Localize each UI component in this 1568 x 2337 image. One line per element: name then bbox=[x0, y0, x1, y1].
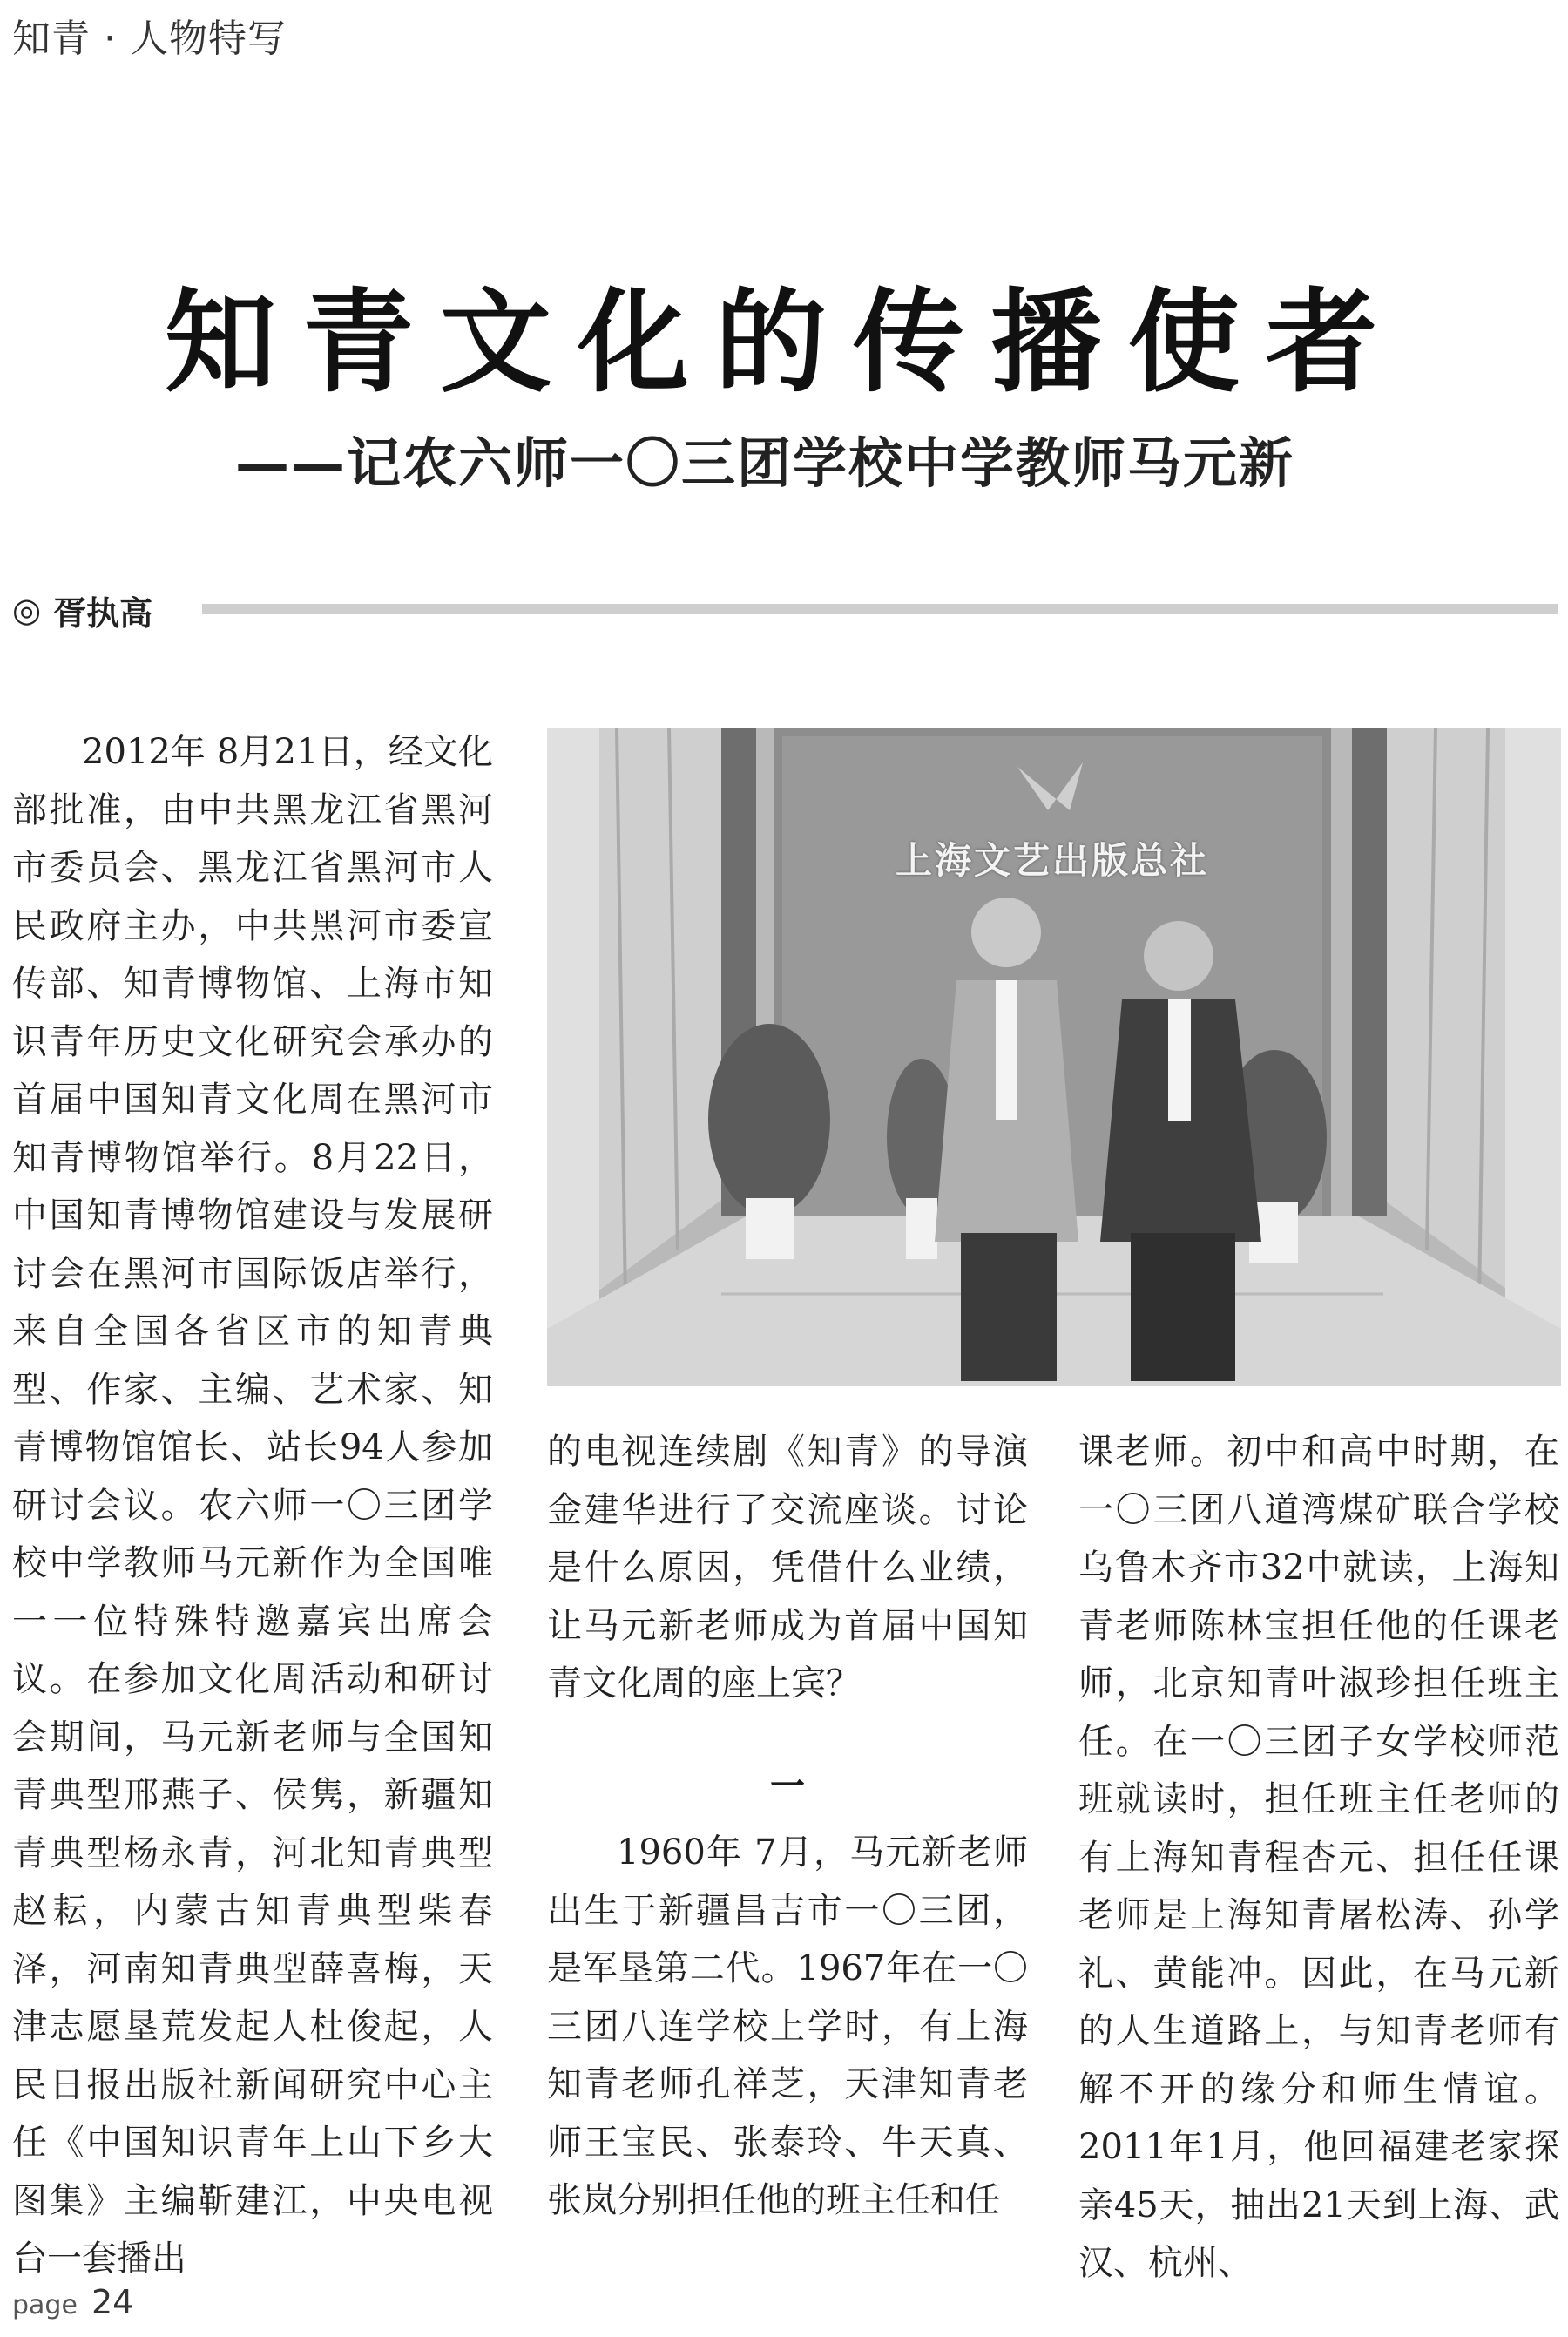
byline-rule bbox=[202, 604, 1558, 614]
body-column-2: 的电视连续剧《知青》的导演金建华进行了交流座谈。讨论是什么原因，凭借什么业绩，让马元新老师成为首届中国知青文化周的座上宾？ bbox=[547, 1432, 1028, 1704]
byline-mark: ◎ bbox=[12, 591, 42, 629]
page-footer bbox=[12, 2283, 133, 2321]
body-column-2-section: 1960年 7月，马元新老师出生于新疆昌吉市一〇三团，是军垦第二代。1967年在一〇三团八连学校上学时，有上海知青老师孔祥芝，天津知青老师王宝民、张泰玲、牛天真、张岚分别担任他的班主任和任 bbox=[547, 1832, 1028, 2220]
article-photo bbox=[547, 728, 1561, 1386]
article-subtitle: ——记农六师一〇三团学校中学教师马元新 bbox=[235, 431, 1295, 495]
photo-sign-text: 上海文艺出版总社 bbox=[895, 839, 1209, 882]
section-header-label: 知青 · 人物特写 bbox=[12, 17, 287, 61]
byline bbox=[12, 586, 152, 634]
photo-illustration bbox=[547, 728, 1561, 1386]
body-column-1: 2012年 8月21日，经文化部批准，由中共黑龙江省黑河市委员会、黑龙江省黑河市人民政府主办，中共黑河市委宣传部、知青博物馆、上海市知识青年历史文化研究会承办的首届中国知青文化周在黑河市知青博物馆举行。8月22日，中国知青博物馆建设与发展研讨会在黑河市国际饭店举行，来自全国各省区市的知青典型、作家、主编、艺术家、知青博物馆馆长、站长94人参加研讨会议。农六师一〇三团学校中学教师马元新作为全国唯一一位特殊特邀嘉宾出席会议。在参加文化周活动和研讨会期间，马元新老师与全国知青典型邢燕子、侯隽，新疆知青典型杨永青，河北知青典型赵耘，内蒙古知青典型柴春泽，河南知青典型薛喜梅，天津志愿垦荒发起人杜俊起，人民日报出版社新闻研究中心主任《中国知识青年上山下乡大图集》主编靳建江，中央电视台一套播出 bbox=[12, 732, 493, 2279]
page-number: 24 bbox=[91, 2283, 134, 2321]
author-name: 胥执高 bbox=[53, 593, 153, 633]
body-column-3: 课老师。初中和高中时期，在一〇三团八道湾煤矿联合学校乌鲁木齐市32中就读，上海知青老师陈林宝担任他的任课老师，北京知青叶淑珍担任班主任。在一〇三团子女学校师范班就读时，担任班主任老师的有上海知青程杏元、担任任课老师是上海知青屠松涛、孙学礼、黄能冲。因此，在马元新的人生道路上，与知青老师有解不开的缘分和师生情谊。2011年1月，他回福建老家探亲45天，抽出21天到上海、武汉、杭州、 bbox=[1078, 1432, 1559, 2283]
page-label: page bbox=[12, 2290, 78, 2320]
article-title: 知青文化的传播使者 bbox=[164, 278, 1403, 408]
section-number: 一 bbox=[770, 1766, 805, 1806]
